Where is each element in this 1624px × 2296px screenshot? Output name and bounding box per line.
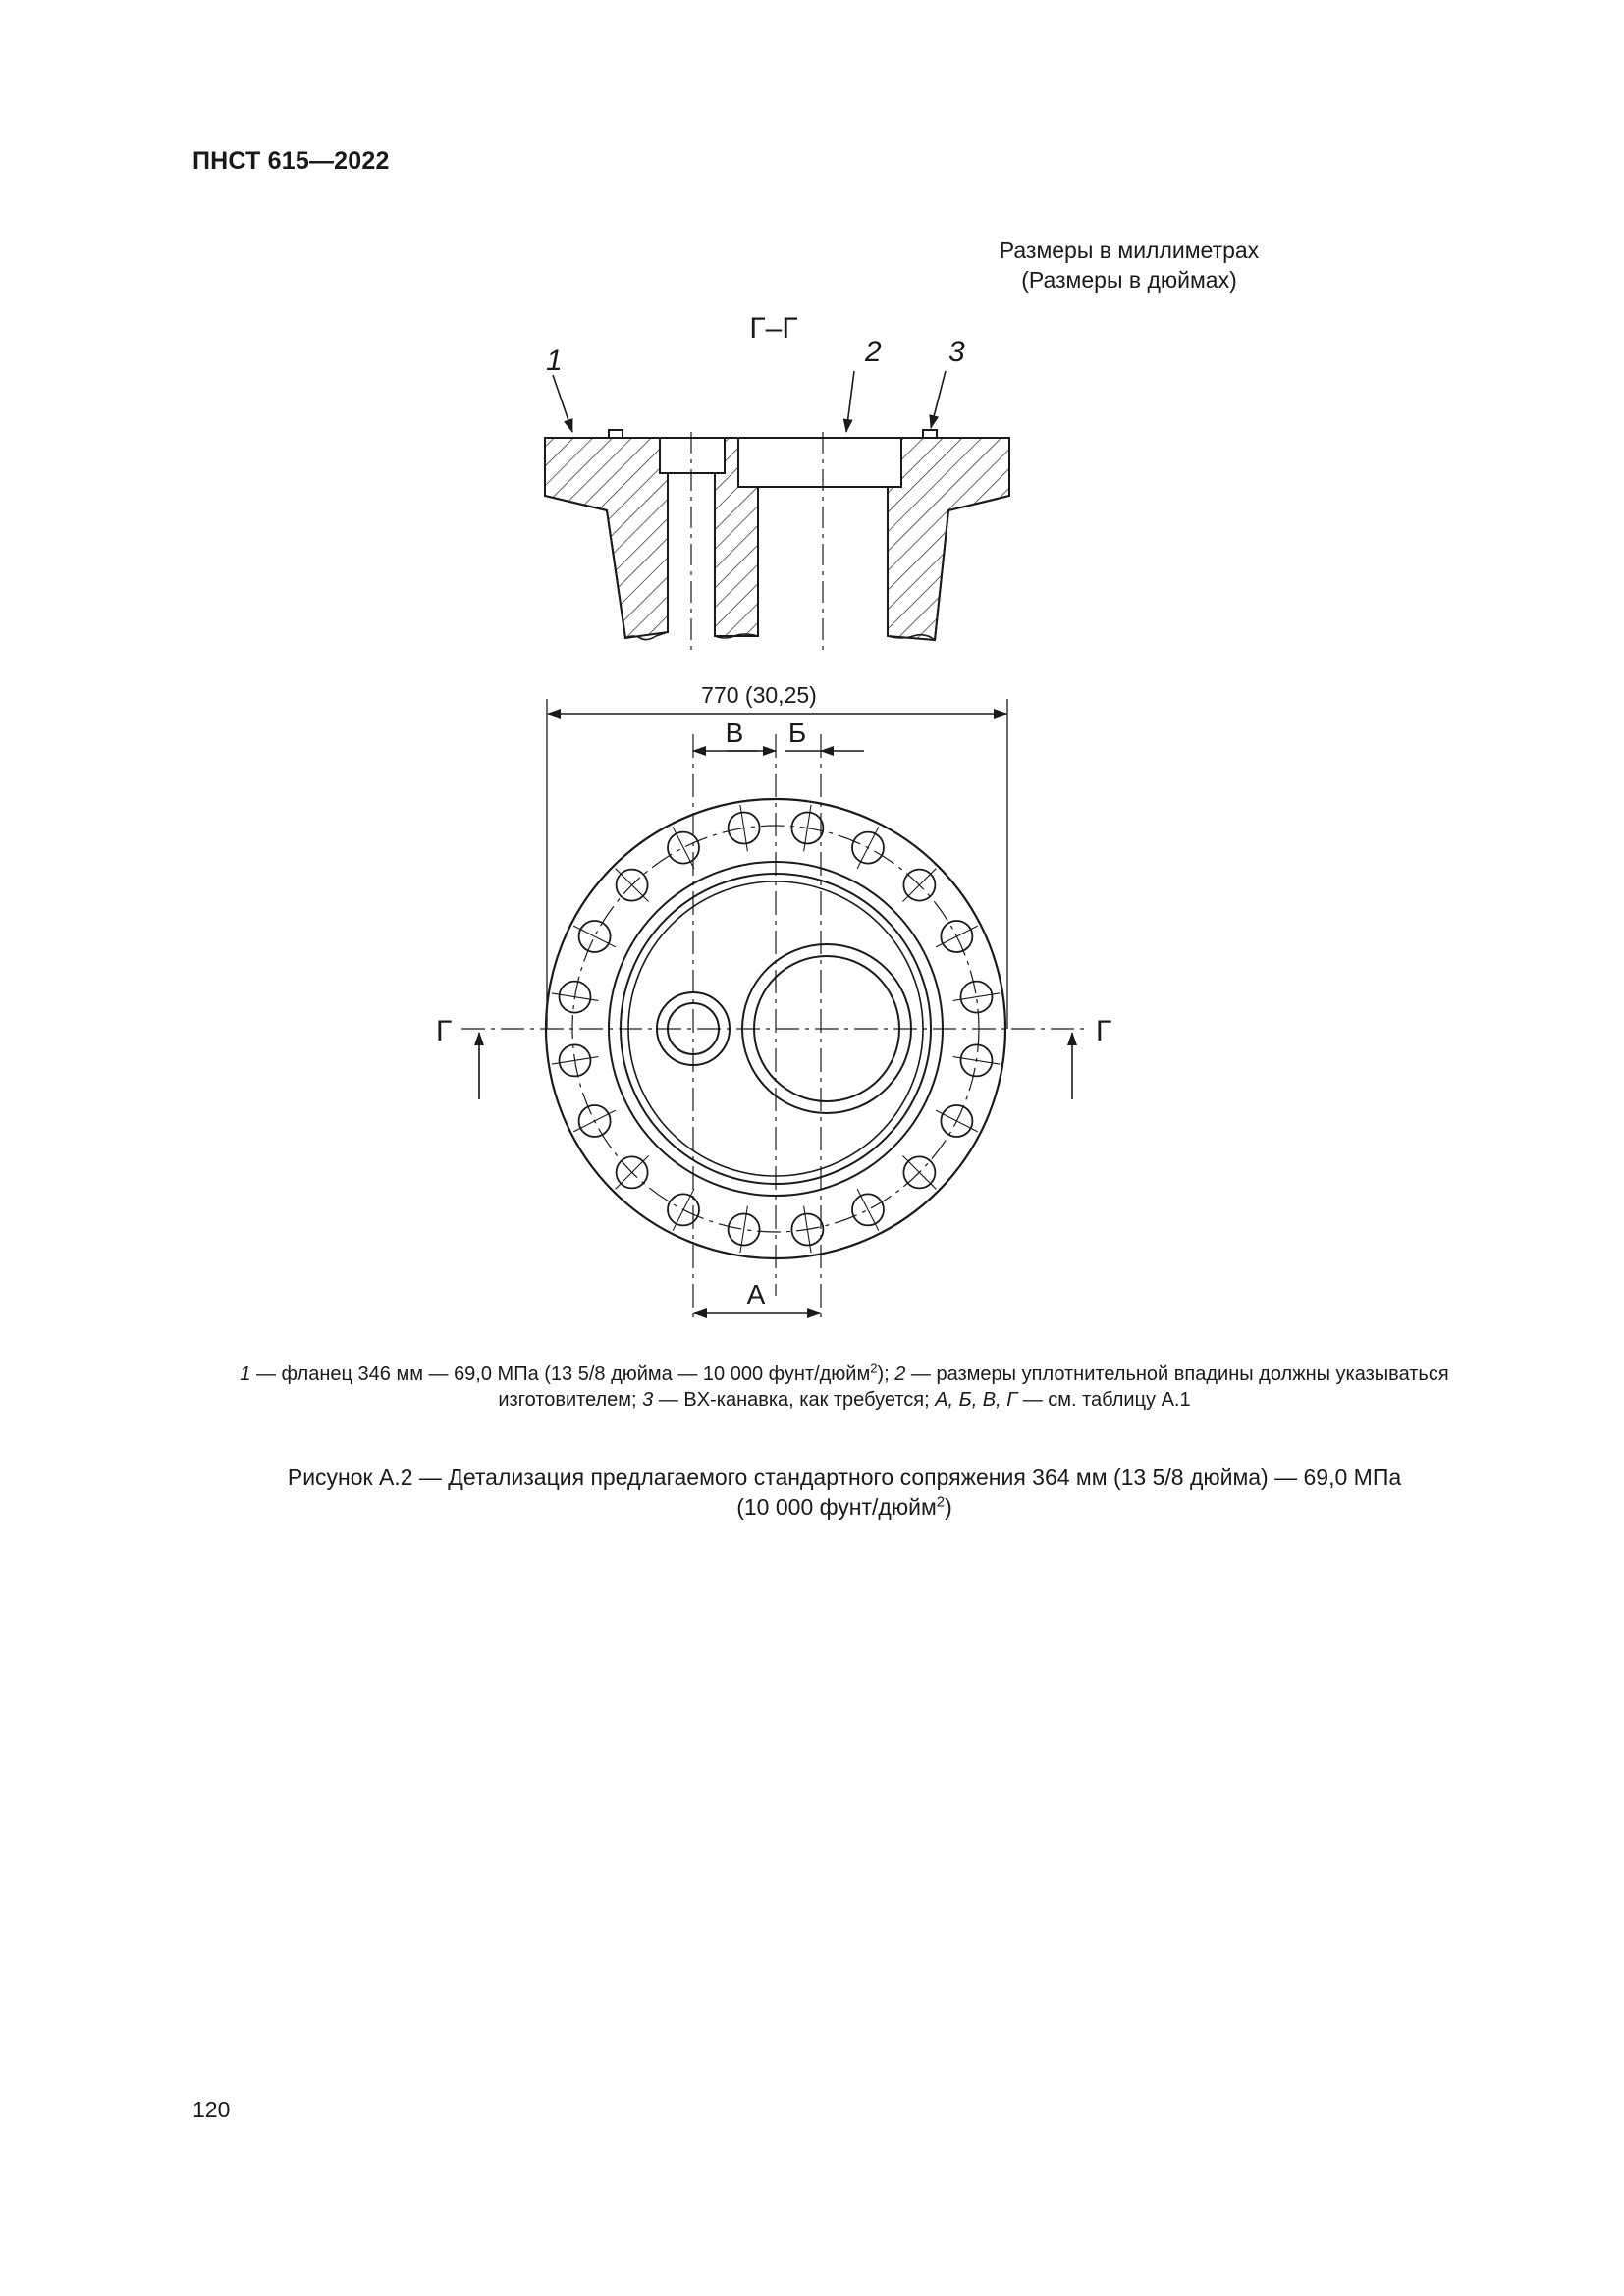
plan-view — [461, 699, 1090, 1323]
figure-legend — [187, 1362, 1502, 1413]
callout-3-leader — [931, 371, 946, 428]
caption-sup: 2 — [936, 1493, 946, 1511]
section-hatch-left — [545, 438, 668, 638]
caption-line-2 — [187, 1492, 1502, 1522]
legend-num-2: 2 — [894, 1363, 906, 1385]
page-number: 120 — [192, 2097, 231, 2122]
section-label: Г–Г — [749, 312, 798, 345]
legend-text-1: — фланец 346 мм — 69,0 МПа (13 5/8 дюйма — 10 000 фунт/дюйм — [250, 1363, 871, 1385]
seal-groove-left — [609, 430, 623, 438]
units-note-in: (Размеры в дюймах) — [1021, 267, 1237, 293]
caption-line-1: Рисунок А.2 — Детализация предлагаемого стандартного сопряжения 364 мм (13 5/8 дюйма) — 69,0 МПа — [287, 1465, 1402, 1490]
callout-2: 2 — [865, 336, 882, 368]
legend-text-1b: ); — [877, 1363, 895, 1385]
caption-line-2b: ) — [945, 1494, 952, 1520]
small-bore-outline — [660, 438, 725, 636]
callout-2-leader — [846, 371, 854, 432]
legend-text-2: — размеры уплотнительной впадины должны указываться изготовителем; — [498, 1363, 1449, 1411]
dim-label-a: А — [746, 1279, 766, 1309]
main-bore-outline — [738, 438, 901, 636]
callout-1: 1 — [546, 345, 563, 377]
legend-num-3: 3 — [642, 1389, 654, 1411]
units-note-mm: Размеры в миллиметрах — [999, 238, 1260, 263]
document-id: ПНСТ 615—2022 — [192, 147, 390, 175]
dim-label-b: Б — [787, 718, 807, 748]
legend-num-1: 1 — [240, 1363, 251, 1385]
section-mark-left: Г — [436, 1015, 453, 1047]
callout-3: 3 — [948, 336, 965, 368]
figure-caption — [187, 1463, 1502, 1522]
section-mark-right: Г — [1096, 1015, 1112, 1047]
legend-text-4: — см. таблицу А.1 — [1017, 1389, 1191, 1411]
legend-sup-1: 2 — [870, 1361, 878, 1376]
legend-text-3: — BX-канавка, как требуется; — [653, 1389, 936, 1411]
caption-line-2a: (10 000 фунт/дюйм — [736, 1494, 937, 1520]
section-view — [545, 371, 1009, 656]
callout-1-leader — [553, 375, 572, 432]
seal-groove-right — [923, 430, 937, 438]
dim-label-v: В — [725, 718, 744, 748]
section-hatch-right — [888, 438, 1009, 640]
section-hatch-middle — [715, 438, 758, 636]
overall-dimension-text: 770 (30,25) — [701, 682, 817, 708]
legend-letters: А, Б, В, Г — [935, 1389, 1018, 1411]
